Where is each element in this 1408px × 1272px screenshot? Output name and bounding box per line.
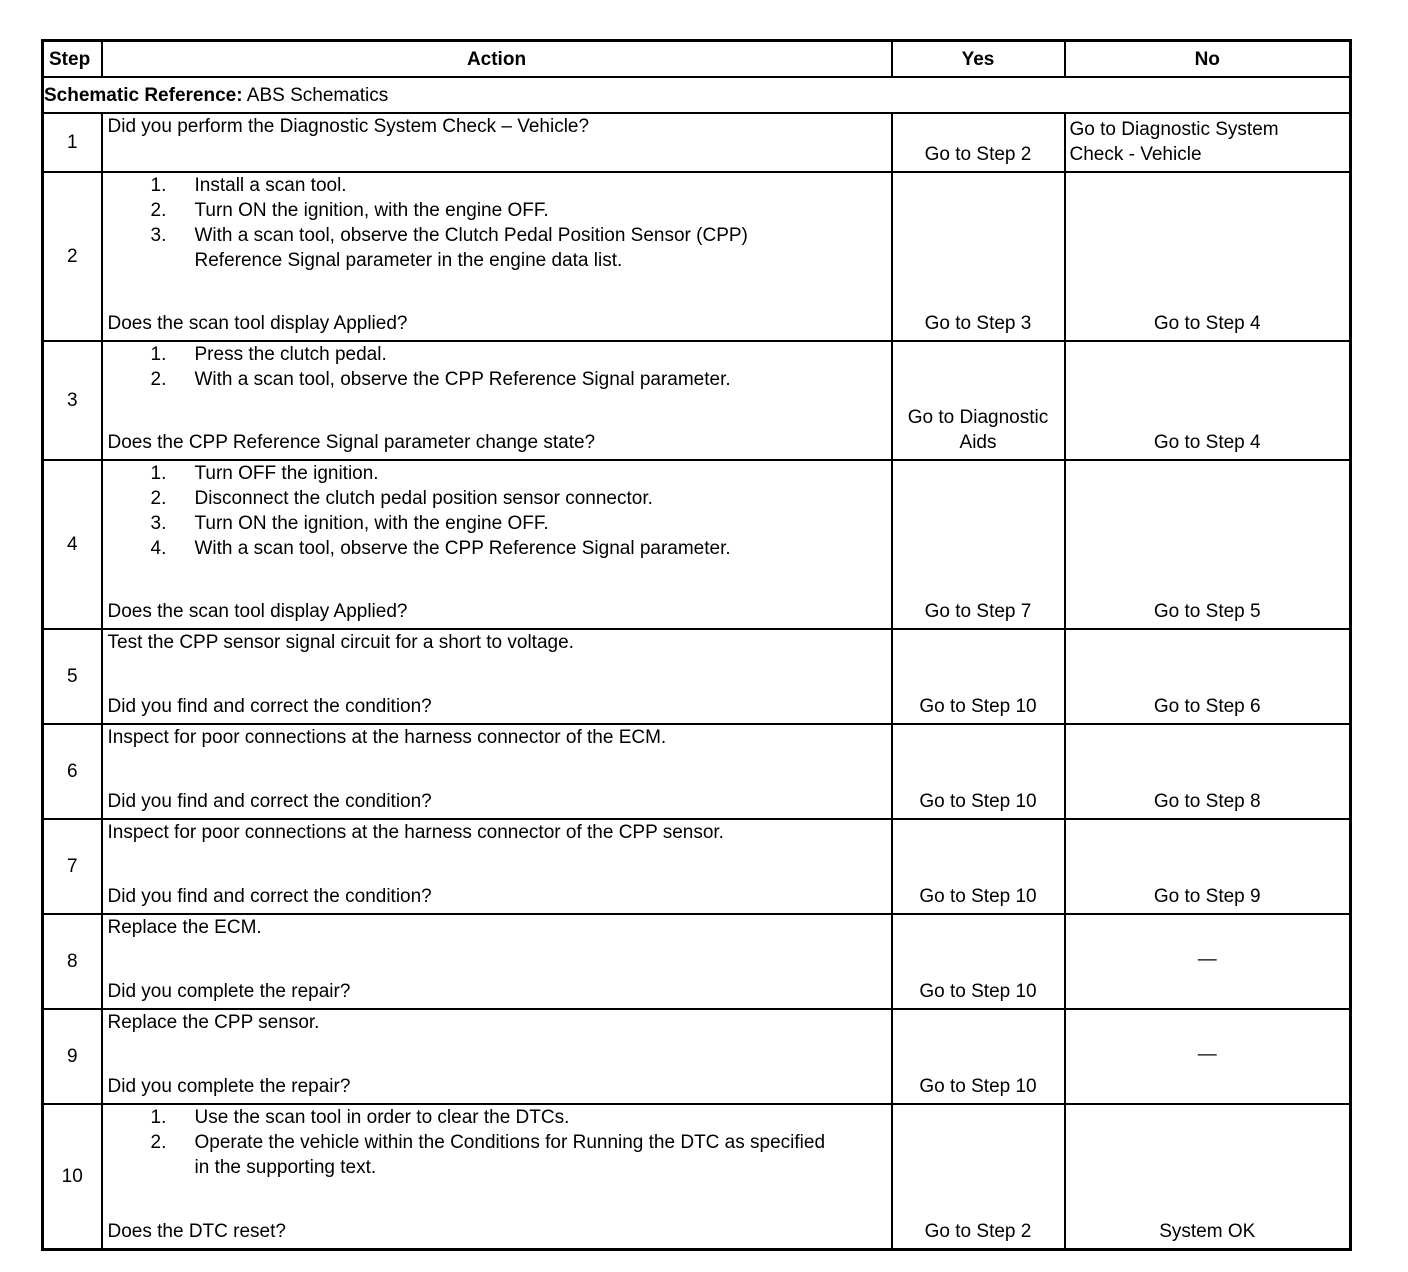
no-cell: — [1065,1009,1351,1104]
step-number: 1 [43,113,102,172]
header-yes: Yes [892,41,1065,78]
yes-cell [892,341,1065,460]
action-step-item: 1. Turn OFF the ignition. [150,463,379,484]
step-number: 3 [43,341,102,460]
table-row-step-4 [43,460,1351,629]
header-action: Action [102,41,892,78]
table-row-step-8 [43,914,1351,1009]
action-question: Did you find and correct the condition? [107,696,432,717]
yes-cell: Go to Step 10 [892,1009,1065,1104]
action-text: Inspect for poor connections at the harness connector of the ECM. [107,727,667,748]
table-row-step-3 [43,341,1351,460]
action-steps [108,342,887,430]
action-steps [108,173,887,311]
action-step-item: 1. Install a scan tool. [150,175,347,196]
table-row-step-9 [43,1009,1351,1104]
action-step-item: 1. Press the clutch pedal. [150,344,387,365]
table-row-step-1 [43,113,1351,172]
no-cell: Go to Step 5 [1065,460,1351,629]
yes-cell: Go to Step 2 [892,1104,1065,1250]
action-cell [102,113,892,172]
action-text: Test the CPP sensor signal circuit for a short to voltage. [107,632,574,653]
table-row-step-6 [43,724,1351,819]
header-no: No [1065,41,1351,78]
action-text: Did you perform the Diagnostic System Check – Vehicle? [107,116,590,137]
step-number: 4 [43,460,102,629]
table-row-step-10 [43,1104,1351,1250]
table-row-step-5 [43,629,1351,724]
action-cell [102,724,892,819]
action-cell [102,460,892,629]
action-step-item: 2. Operate the vehicle within the Conditions for Running the DTC as specified in the supporting text. [150,1132,826,1178]
yes-cell: Go to Step 3 [892,172,1065,341]
action-question: Does the CPP Reference Signal parameter change state? [107,432,596,453]
yes-cell: Go to Step 10 [892,914,1065,1009]
no-text-line-2: Check - Vehicle [1069,144,1202,165]
yes-cell: Go to Step 2 [892,113,1065,172]
action-text: Replace the ECM. [107,917,262,938]
action-cell [102,819,892,914]
action-question: Does the DTC reset? [107,1221,286,1242]
schematic-label: Schematic Reference: [44,84,243,106]
step-number: 9 [43,1009,102,1104]
yes-cell: Go to Step 10 [892,819,1065,914]
action-question: Did you find and correct the condition? [107,791,432,812]
action-step-item: 2. With a scan tool, observe the CPP Reference Signal parameter. [150,369,731,390]
no-cell [1065,113,1351,172]
action-question: Does the scan tool display Applied? [107,313,408,334]
table-row-step-2 [43,172,1351,341]
action-step-item: 2. Turn ON the ignition, with the engine OFF. [150,200,549,221]
yes-cell: Go to Step 10 [892,724,1065,819]
action-question: Did you complete the repair? [107,981,351,1002]
step-number: 6 [43,724,102,819]
no-cell: Go to Step 6 [1065,629,1351,724]
action-step-item: 4. With a scan tool, observe the CPP Reference Signal parameter. [150,538,731,559]
action-text: Replace the CPP sensor. [107,1012,320,1033]
no-cell: — [1065,914,1351,1009]
action-cell [102,172,892,341]
no-cell: Go to Step 4 [1065,341,1351,460]
header-step: Step [43,41,102,78]
action-cell [102,341,892,460]
action-step-item: 1. Use the scan tool in order to clear the DTCs. [150,1107,570,1128]
action-cell [102,1009,892,1104]
step-number: 7 [43,819,102,914]
action-question: Did you complete the repair? [107,1076,351,1097]
no-cell: Go to Step 9 [1065,819,1351,914]
diagnostic-table [41,39,1352,1251]
no-cell: System OK [1065,1104,1351,1250]
action-cell [102,629,892,724]
table-row-step-7 [43,819,1351,914]
action-steps [108,461,887,599]
action-step-item: 2. Disconnect the clutch pedal position sensor connector. [150,488,653,509]
action-step-item: 3. With a scan tool, observe the Clutch Pedal Position Sensor (CPP) Reference Signal parameter in the engine data list. [150,225,748,271]
action-cell [102,914,892,1009]
step-number: 2 [43,172,102,341]
action-text: Inspect for poor connections at the harness connector of the CPP sensor. [107,822,724,843]
no-text-line-1: Go to Diagnostic System [1069,119,1279,140]
action-question: Did you find and correct the condition? [107,886,432,907]
action-cell [102,1104,892,1250]
yes-text-line-1: Go to Diagnostic [907,407,1049,428]
yes-cell: Go to Step 10 [892,629,1065,724]
yes-text-line-2: Aids [959,432,997,453]
no-cell: Go to Step 8 [1065,724,1351,819]
step-number: 10 [43,1104,102,1250]
action-step-item: 3. Turn ON the ignition, with the engine OFF. [150,513,549,534]
action-question: Does the scan tool display Applied? [107,601,408,622]
step-number: 5 [43,629,102,724]
schematic-value: ABS Schematics [246,84,389,106]
step-number: 8 [43,914,102,1009]
action-steps [108,1105,887,1219]
no-cell: Go to Step 4 [1065,172,1351,341]
yes-cell: Go to Step 7 [892,460,1065,629]
schematic-reference-row [43,77,1351,113]
header-row [43,41,1351,78]
